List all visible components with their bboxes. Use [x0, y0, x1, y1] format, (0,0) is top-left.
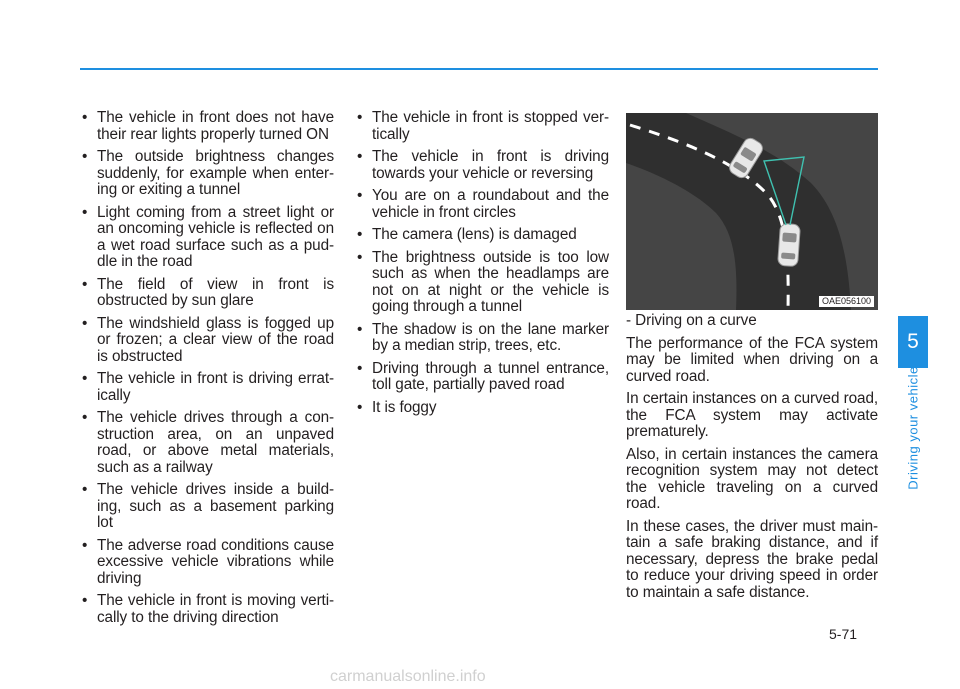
left-column: [80, 110, 334, 632]
header-rule: [80, 68, 878, 70]
paragraph: In certain instances on a curved road, the FCA system may activate prematurely.: [626, 390, 878, 440]
chapter-tab[interactable]: 5: [898, 316, 928, 368]
limitations-list-2: [355, 110, 609, 416]
chapter-title: Driving your vehicle: [905, 366, 921, 490]
list-item: • The field of view in front is obstructed by sun glare: [80, 277, 334, 310]
list-item: • You are on a roundabout and the vehicle in front circles: [355, 188, 609, 221]
figure-code: OAE056100: [819, 296, 874, 307]
list-item: • The vehicle in front does not have their rear lights properly turned ON: [80, 110, 334, 143]
page-number: 5-71: [829, 626, 858, 642]
own-car-icon: [778, 223, 801, 266]
list-item: • The adverse road conditions cause excessive vehicle vibrations while driving: [80, 538, 334, 588]
right-column: [626, 313, 878, 607]
list-item: • The vehicle in front is stopped ver-tically: [355, 110, 609, 143]
list-item: • The camera (lens) is damaged: [355, 227, 609, 244]
paragraph: The performance of the FCA system may be limited when driving on a curved road.: [626, 334, 878, 385]
list-item: • Light coming from a street light or an oncoming vehicle is reflected on a wet road surface such as a pud-dle in the road: [80, 205, 334, 271]
list-item: • Driving through a tunnel entrance, toll gate, partially paved road: [355, 361, 609, 394]
list-item: • The windshield glass is fogged up or frozen; a clear view of the road is obstructed: [80, 316, 334, 366]
list-item: • The shadow is on the lane marker by a median strip, trees, etc.: [355, 322, 609, 355]
list-item: • The vehicle in front is driving errat-ically: [80, 371, 334, 404]
list-item: • The vehicle in front is driving towards your vehicle or reversing: [355, 149, 609, 182]
limitations-list-1: [80, 110, 334, 626]
paragraph: In these cases, the driver must main-tain a safe braking distance, and if necessary, depress the brake pedal to reduce your driving speed in order to maintain a safe distance.: [626, 517, 878, 601]
paragraph: Also, in certain instances the camera recognition system may not detect the vehicle traveling on a curved road.: [626, 445, 878, 512]
middle-column: [355, 110, 609, 422]
section-heading: - Driving on a curve: [626, 312, 757, 329]
list-item: • The brightness outside is too low such as when the headlamps are not on at night or the vehicle is going through a tunnel: [355, 250, 609, 316]
curved-road-image: [626, 113, 878, 310]
curved-road-illustration: [626, 113, 878, 310]
list-item: • It is foggy: [355, 400, 609, 417]
list-item: • The vehicle drives through a con-struction area, on an unpaved road, or above metal materials, such as a railway: [80, 410, 334, 476]
list-item: • The vehicle drives inside a build-ing, such as a basement parking lot: [80, 482, 334, 532]
list-item: • The vehicle in front is moving verti-cally to the driving direction: [80, 593, 334, 626]
watermark-text: carmanualsonline.info: [330, 668, 486, 685]
list-item: • The outside brightness changes suddenly, for example when enter-ing or exiting a tunnel: [80, 149, 334, 199]
